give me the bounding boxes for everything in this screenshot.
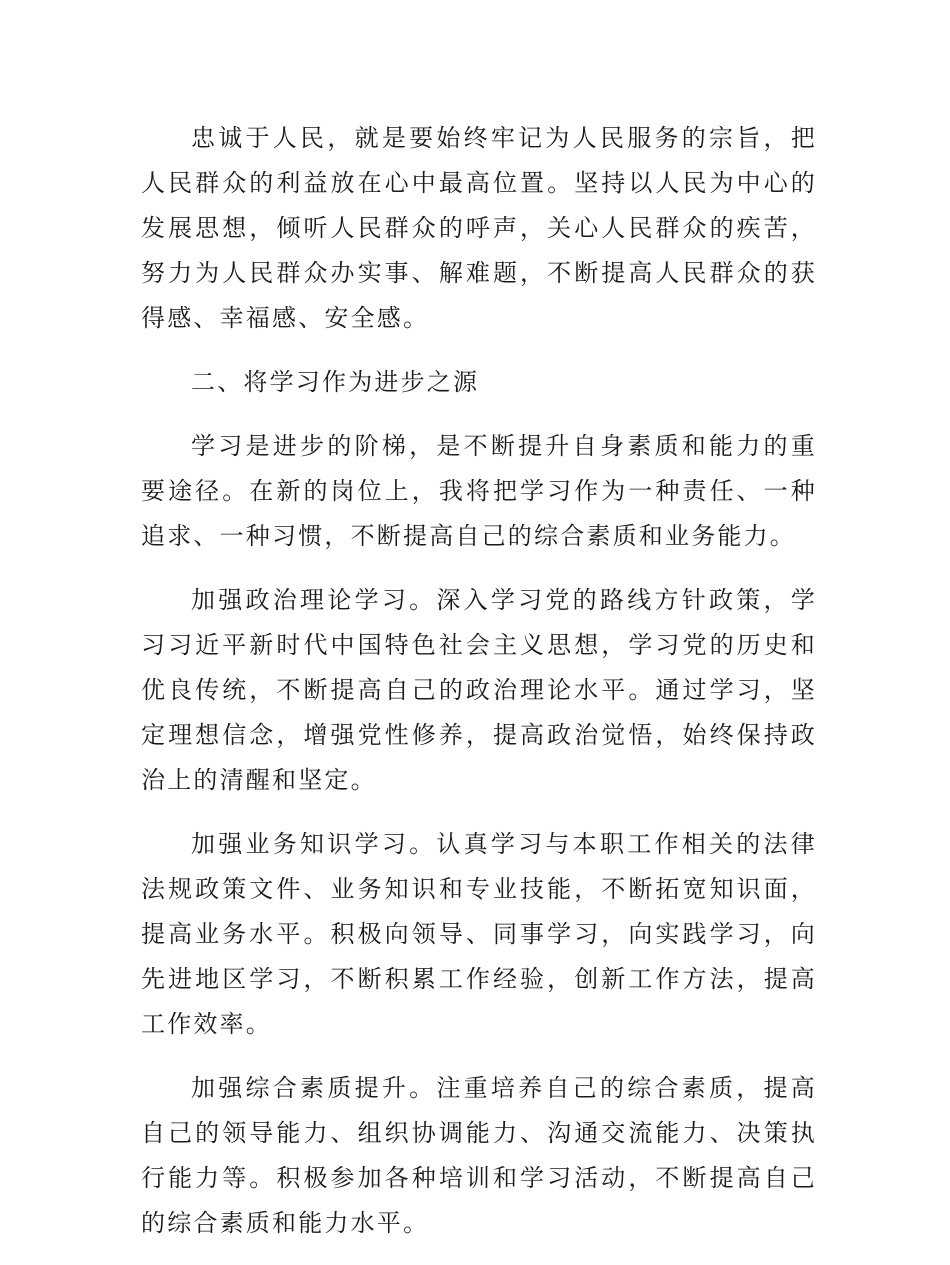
paragraph-business-knowledge: 加强业务知识学习。认真学习与本职工作相关的法律法规政策文件、业务知识和专业技能，不断拓宽知识面，提高业务水平。积极向领导、同事学习，向实践学习，向先进地区学习，不断积累工作经验，创新工作方法，提高工作效率。 [141,830,817,1038]
paragraph-loyalty-to-people: 忠诚于人民，就是要始终牢记为人民服务的宗旨，把人民群众的利益放在心中最高位置。坚持以人民为中心的发展思想，倾听人民群众的呼声，关心人民群众的疾苦，努力为人民群众办实事、解难题，不断提高人民群众的获得感、幸福感、安全感。 [141,124,817,332]
paragraph-political-theory: 加强政治理论学习。深入学习党的路线方针政策，学习习近平新时代中国特色社会主义思想，学习党的历史和优良传统，不断提高自己的政治理论水平。通过学习，坚定理想信念，增强党性修养，提高政治觉悟，始终保持政治上的清醒和坚定。 [141,586,817,794]
document-body [141,116,817,1265]
paragraph-comprehensive-quality: 加强综合素质提升。注重培养自己的综合素质，提高自己的领导能力、组织协调能力、沟通交流能力、决策执行能力等。积极参加各种培训和学习活动，不断提高自己的综合素质和能力水平。 [141,1074,817,1237]
section-heading-learning: 二、将学习作为进步之源 [191,368,480,396]
paragraph-learning-intro: 学习是进步的阶梯，是不断提升自身素质和能力的重要途径。在新的岗位上，我将把学习作为一种责任、一种追求、一种习惯，不断提高自己的综合素质和业务能力。 [141,432,817,550]
